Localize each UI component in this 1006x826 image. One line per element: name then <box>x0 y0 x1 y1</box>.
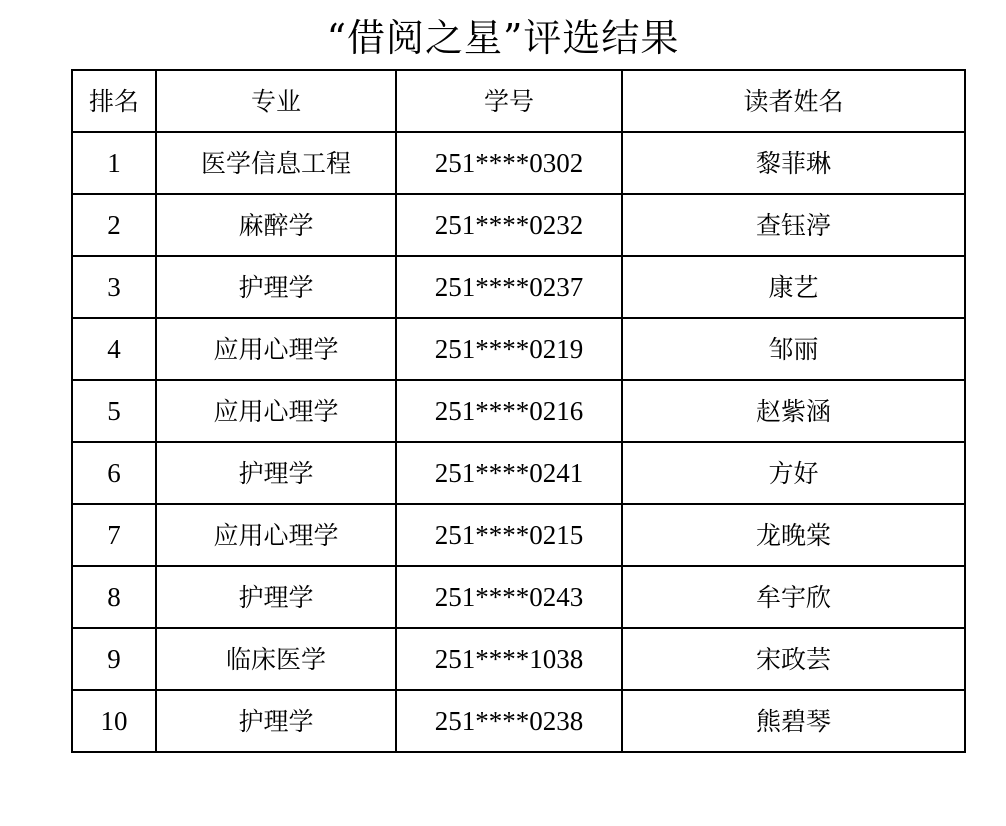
table-row <box>72 442 965 504</box>
rank-cell: 7 <box>72 504 156 566</box>
table-row <box>72 380 965 442</box>
table-row <box>72 318 965 380</box>
student-id-cell: 251****0243 <box>396 566 622 628</box>
reader-name-cell: 方好 <box>622 442 965 504</box>
rank-cell: 10 <box>72 690 156 752</box>
student-id-cell: 251****0237 <box>396 256 622 318</box>
major-cell: 麻醉学 <box>156 194 396 256</box>
major-cell: 应用心理学 <box>156 380 396 442</box>
reader-name-cell: 熊碧琴 <box>622 690 965 752</box>
reader-name-cell: 牟宇欣 <box>622 566 965 628</box>
major-cell: 医学信息工程 <box>156 132 396 194</box>
page-title: “借阅之星”评选结果 <box>326 16 680 60</box>
header-rank: 排名 <box>72 70 156 132</box>
rank-cell: 8 <box>72 566 156 628</box>
major-cell: 护理学 <box>156 442 396 504</box>
major-cell: 护理学 <box>156 566 396 628</box>
table-row <box>72 132 965 194</box>
major-cell: 护理学 <box>156 690 396 752</box>
reader-name-cell: 龙晚棠 <box>622 504 965 566</box>
table-row <box>72 256 965 318</box>
table-row <box>72 628 965 690</box>
student-id-cell: 251****0216 <box>396 380 622 442</box>
reader-name-cell: 黎菲琳 <box>622 132 965 194</box>
rank-cell: 6 <box>72 442 156 504</box>
student-id-cell: 251****0219 <box>396 318 622 380</box>
reader-name-cell: 赵紫涵 <box>622 380 965 442</box>
header-student-id: 学号 <box>396 70 622 132</box>
reader-name-cell: 邹丽 <box>622 318 965 380</box>
major-cell: 应用心理学 <box>156 504 396 566</box>
rank-cell: 1 <box>72 132 156 194</box>
student-id-cell: 251****0238 <box>396 690 622 752</box>
student-id-cell: 251****0232 <box>396 194 622 256</box>
rank-cell: 2 <box>72 194 156 256</box>
header-major: 专业 <box>156 70 396 132</box>
table-row <box>72 194 965 256</box>
major-cell: 临床医学 <box>156 628 396 690</box>
header-row <box>72 70 965 132</box>
major-cell: 应用心理学 <box>156 318 396 380</box>
student-id-cell: 251****1038 <box>396 628 622 690</box>
table-row <box>72 504 965 566</box>
rank-cell: 9 <box>72 628 156 690</box>
student-id-cell: 251****0215 <box>396 504 622 566</box>
table-row <box>72 690 965 752</box>
rank-cell: 4 <box>72 318 156 380</box>
table-row <box>72 566 965 628</box>
student-id-cell: 251****0241 <box>396 442 622 504</box>
student-id-cell: 251****0302 <box>396 132 622 194</box>
results-table <box>71 69 966 753</box>
rank-cell: 5 <box>72 380 156 442</box>
reader-name-cell: 查钰渟 <box>622 194 965 256</box>
header-reader-name: 读者姓名 <box>622 70 965 132</box>
reader-name-cell: 康艺 <box>622 256 965 318</box>
reader-name-cell: 宋政芸 <box>622 628 965 690</box>
major-cell: 护理学 <box>156 256 396 318</box>
rank-cell: 3 <box>72 256 156 318</box>
